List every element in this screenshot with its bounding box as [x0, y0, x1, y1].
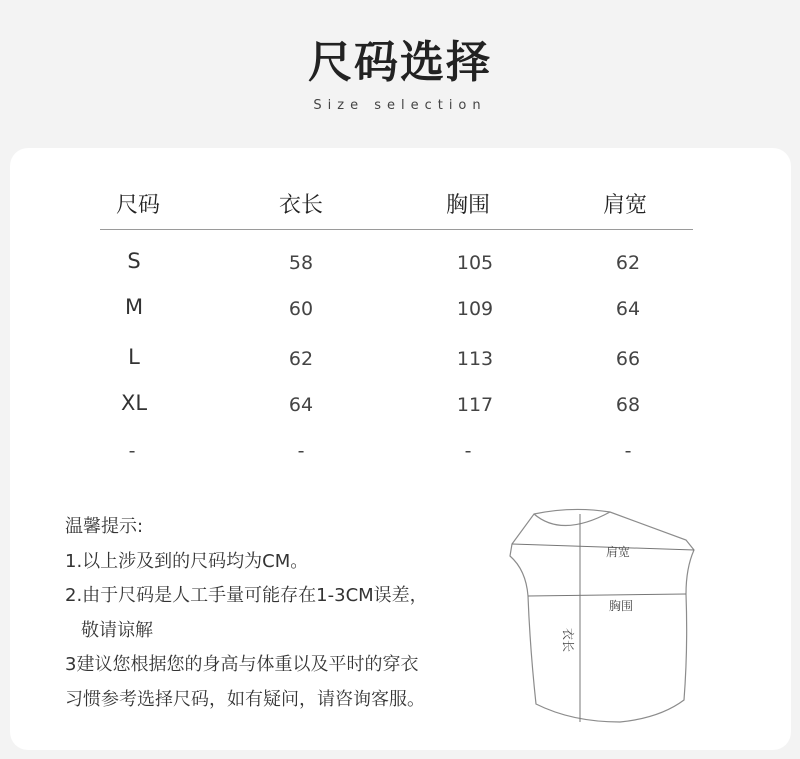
size-chart-card [10, 148, 791, 750]
tips-line: 3建议您根据您的身高与体重以及平时的穿衣 [65, 654, 419, 675]
table-cell: - [297, 440, 305, 462]
header-divider [100, 229, 693, 230]
tips-line: 敬请谅解 [81, 619, 153, 641]
header-chest: 胸围 [445, 193, 491, 218]
table-cell: 64 [615, 298, 641, 320]
table-cell: - [624, 440, 632, 462]
tips-line: 习惯参考选择尺码，如有疑问，请咨询客服。 [65, 688, 425, 710]
tips-line: 1.以上涉及到的尺码均为CM。 [65, 550, 309, 572]
header-shoulder: 肩宽 [602, 193, 648, 218]
table-cell: 62 [288, 348, 314, 370]
chest-label: 胸围 [609, 599, 634, 613]
header-length: 衣长 [278, 193, 324, 218]
table-cell: 105 [456, 252, 494, 274]
tips-block [65, 510, 428, 717]
page-title: 尺码选择 [308, 37, 492, 88]
table-cell: 68 [615, 394, 641, 416]
table-cell: - [128, 440, 136, 462]
table-cell: S [127, 249, 141, 273]
table-cell: 117 [456, 394, 494, 416]
page-subtitle: Size selection [313, 98, 487, 113]
length-label: 衣长 [561, 628, 575, 653]
shoulder-measure-line [512, 544, 694, 550]
table-cell: 64 [288, 394, 314, 416]
collar-icon [534, 512, 610, 526]
table-cell: - [464, 440, 472, 462]
shoulder-label: 肩宽 [606, 545, 631, 559]
table-cell: 60 [288, 298, 314, 320]
table-cell: M [124, 295, 144, 319]
table-cell: 113 [456, 348, 494, 370]
table-cell: 66 [615, 348, 641, 370]
tips-line: 2.由于尺码是人工手量可能存在1-3CM误差， [65, 585, 428, 606]
chest-measure-line [528, 594, 686, 596]
table-cell: 58 [288, 252, 314, 274]
table-cell: 62 [615, 252, 641, 274]
tshirt-measurement-diagram [500, 508, 730, 733]
table-cell: XL [120, 391, 148, 415]
table-cell: 109 [456, 298, 494, 320]
header-size: 尺码 [115, 193, 161, 218]
tips-heading: 温馨提示: [65, 516, 144, 537]
tshirt-outline-icon [510, 509, 694, 722]
table-cell: L [128, 345, 140, 369]
